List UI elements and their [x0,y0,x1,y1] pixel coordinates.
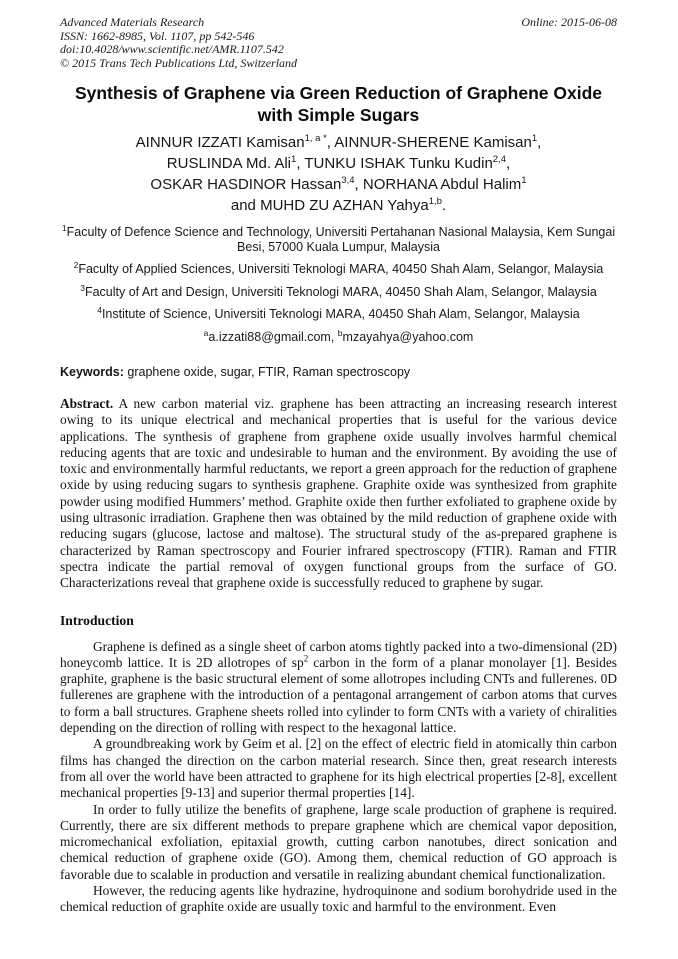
author-line-2: RUSLINDA Md. Ali$^1$, TUNKU ISHAK Tunku Kudin$^{2,4}$, [166,154,511,172]
doi-line: doi:10.4028/www.scientific.net/AMR.1107.542 [60,42,284,56]
authors-block [60,132,617,216]
journal-header [60,16,617,70]
author-line-4: and MUHD ZU AZHAN Yahya$^{1,b}$. [230,196,447,214]
copyright-line: © 2015 Trans Tech Publications Ltd, Switzerland [60,55,298,70]
intro-paragraph-3: In order to fully utilize the benefits of graphene, large scale production of graphene is required. Currently, there are six different methods to prepare graphene which are chemical vapor deposition, micromechanical exfoliation, epitaxial growth, cutting carbon nanotubes, direct sonication and chemical reduction of graphene oxide (GO). Among them, chemical reduction of GO approach is favorable due to scalable in production and versatile in realizing abundant chemical functionalization. [60,801,617,882]
online-date: Online: 2015-06-08 [521,15,617,29]
affiliation-2: $^2$Faculty of Applied Sciences, Universiti Teknologi MARA, 40450 Shah Alam, Selangor, Malaysia [73,259,604,276]
journal-meta [60,16,297,70]
intro-paragraph-2: A groundbreaking work by Geim et al. [2] on the effect of electric field in atomically thin carbon films has changed the direction on the carbon material research. Since then, great research interests from all over the world have been attracted to graphene for its high electrical properties [2-8], excellent mechanical properties [9-13] and superior thermal properties [14]. [60,736,617,801]
affiliation-1: $^1$Faculty of Defence Science and Technology, Universiti Pertahanan Nasional Malaysia, Kem Sungai Besi, 57000 Kuala Lumpur, Malaysia [61,222,616,254]
author-line-3: OSKAR HASDINOR Hassan$^{3,4}$, NORHANA Abdul Halim$^1$ [150,175,527,193]
section-heading-introduction: Introduction [60,612,134,628]
author-line-1: AINNUR IZZATI Kamisan$^{1, a *}$, AINNUR-SHERENE Kamisan$^1$, [135,133,542,151]
intro-paragraph-4: However, the reducing agents like hydrazine, hydroquinone and sodium borohydride used in the chemical reduction of graphite oxide are usually toxic and harmful to the environment. Even [60,883,617,915]
intro-paragraph-1: Graphene is defined as a single sheet of carbon atoms tightly packed into a two-dimensional (2D) honeycomb lattice. It is 2D allotropes of $sp^2$ carbon in the form of a planar monolayer [1]. Besides graphite, graphene is the basic structural element of some allotropes including CNTs and fullerenes. 0D fullerenes are graphene with the introduction of a pentagonal arrangement of carbon atoms that curves to form a ball structures. Graphene sheets rolled into cylinder to form CNTs with a variety of chiralities depending on the direction of rolling with respect to the hexagonal lattice. [60,638,618,736]
affiliation-3: $^3$Faculty of Art and Design, Universiti Teknologi MARA, 40450 Shah Alam, Selangor, Malaysia [80,282,597,299]
keywords-line: Keywords: graphene oxide, sugar, FTIR, Raman spectroscopy [60,365,411,379]
affiliations-block [60,222,617,344]
paper-title: Synthesis of Graphene via Green Reduction of Graphene Oxide with Simple Sugars [74,83,603,125]
issn-volume-line: ISSN: 1662-8985, Vol. 1107, pp 542-546 [60,28,255,43]
journal-name: Advanced Materials Research [60,15,205,29]
affiliation-4: $^4$Institute of Science, Universiti Teknologi MARA, 40450 Shah Alam, Selangor, Malaysia [97,304,580,321]
abstract-paragraph: Abstract. A new carbon material viz. graphene has been attracting an increasing research interest owing to its unique electrical and mechanical properties that is useful for the various device applications. The synthesis of graphene from graphene oxide usually involves harmful chemical reducing agents that are toxic and undesirable to human and the environment. By avoiding the use of toxic and environmentally harmful reductants, we report a green approach for the reduction of graphene oxide by using reducing sugars to synthesis graphene. Graphite oxide was synthesized from graphite powder using modified Hummers’ method. Graphite oxide then further exfoliated to graphene oxide by using ultrasonic irradiation. Graphene then was obtained by the mild reduction of graphene oxide with reducing sugars (glucose, lactose and maltose). The structural study of the as-prepared graphene is characterized by Raman spectroscopy and Fourier infrared spectroscopy (FTIR). Raman and FTIR spectra indicate the partial removal of oxygen functional groups from the surface of GO. Characterizations reveal that graphene oxide is successfully reduced to graphene by sugar. [60,396,617,591]
author-emails: $^a$a.izzati88@gmail.com, $^b$mzayahya@yahoo.com [203,327,474,344]
